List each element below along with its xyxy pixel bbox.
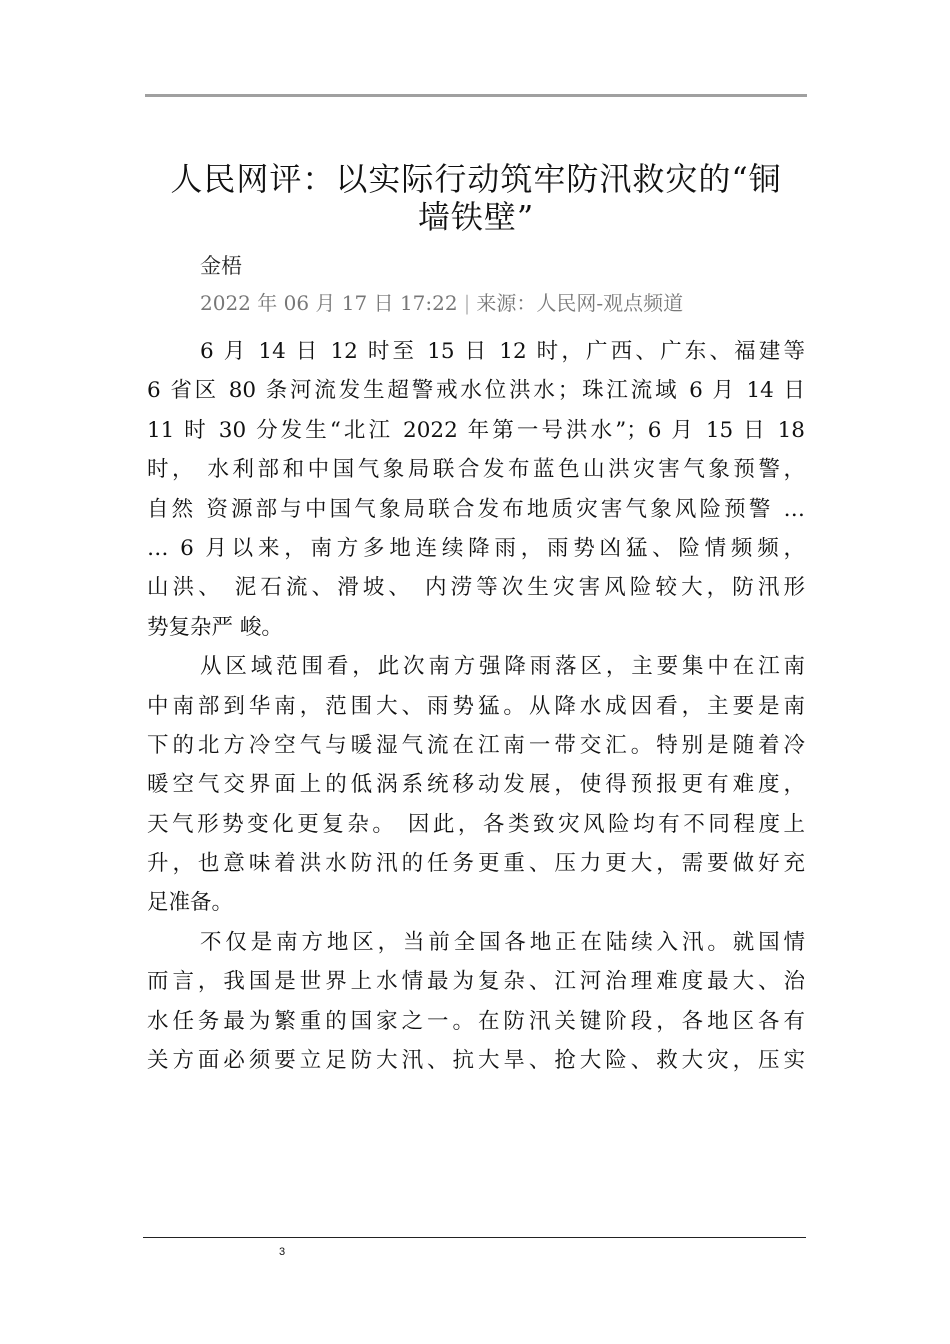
publish-date: 2022 年 06 月 17 日 17:22	[200, 291, 458, 315]
paragraph-line: 6 月 14 日 12 时至 15 日 12 时，广西、广东、福建等	[200, 339, 805, 364]
header-rule	[145, 94, 807, 97]
paragraph-line: 水任务最为繁重的国家之一。在防汛关键阶段，各地区各有	[147, 1008, 805, 1034]
paragraph-line: 关方面必须要立足防大汛、抗大旱、抢大险、救大灾，压实	[147, 1048, 805, 1074]
paragraph-line: 山洪、 泥石流、滑坡、 内涝等次生灾害风险较大，防汛形	[147, 575, 805, 601]
paragraph-line: 足准备。	[147, 890, 234, 916]
paragraph-line: 中南部到华南，范围大、雨势猛。从降水成因看，主要是南	[147, 693, 805, 719]
article-body	[147, 332, 805, 1080]
paragraph-line: 势复杂严 峻。	[147, 614, 283, 640]
paragraph-line: 不仅是南方地区，当前全国各地正在陆续入汛。就国情	[200, 929, 805, 955]
article-meta	[200, 287, 683, 316]
paragraph-line: 6 省区 80 条河流发生超警戒水位洪水；珠江流域 6 月 14 日	[147, 378, 805, 404]
paragraph-line: 天气形势变化更复杂。 因此，各类致灾风险均有不同程度上	[147, 811, 805, 837]
title-line: 人民网评：以实际行动筑牢防汛救灾的“铜	[170, 160, 782, 198]
paragraph-line: 时， 水利部和中国气象局联合发布蓝色山洪灾害气象预警，	[147, 457, 805, 483]
paragraph-line: 升，也意味着洪水防汛的任务更重、压力更大，需要做好充	[147, 851, 805, 877]
paragraph-line: 自然 资源部与中国气象局联合发布地质灾害气象风险预警 …	[147, 496, 805, 522]
paragraph-line: 下的北方冷空气与暖湿气流在江南一带交汇。特别是随着冷	[147, 732, 805, 758]
author: 金梧	[200, 254, 242, 278]
paragraph-line: 暖空气交界面上的低涡系统移动发展，使得预报更有难度，	[147, 772, 805, 798]
page-number: 3	[279, 1246, 286, 1258]
paragraph-line: 而言，我国是世界上水情最为复杂、江河治理难度最大、治	[147, 969, 805, 995]
meta-separator: |	[463, 291, 471, 315]
paragraph-line: … 6 月以来，南方多地连续降雨，雨势凶猛、险情频频，	[147, 535, 805, 561]
source: 来源：人民网-观点频道	[476, 291, 684, 315]
footer-rule	[143, 1237, 806, 1238]
title-line: 墙铁壁”	[417, 198, 535, 236]
article-title	[140, 160, 812, 236]
paragraph-line: 11 时 30 分发生“北江 2022 年第一号洪水”；6 月 15 日 18	[147, 417, 805, 443]
paragraph-line: 从区域范围看，此次南方强降雨落区，主要集中在江南	[200, 654, 805, 680]
